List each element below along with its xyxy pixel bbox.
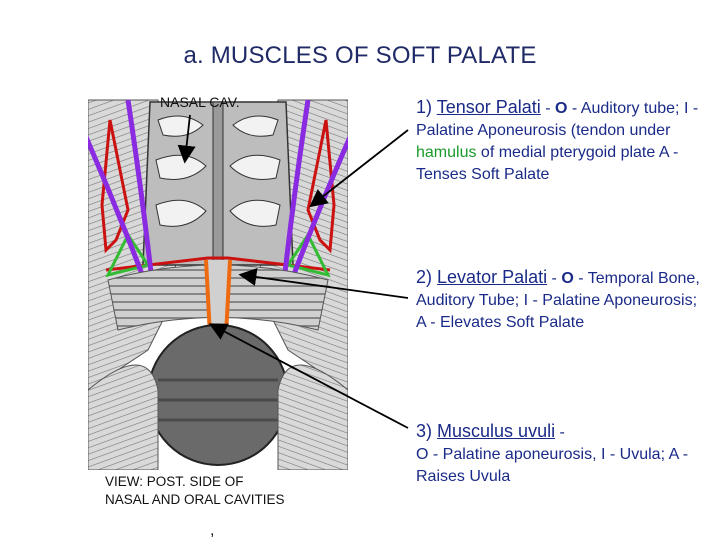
stray-mark: , — [210, 522, 215, 539]
levator-palati-name: Levator Palati — [437, 267, 548, 287]
musculus-uvuli-entry — [416, 420, 706, 488]
tensor-palati-origin-marker: O — [554, 100, 568, 117]
levator-palati-number: 2) — [416, 267, 433, 287]
levator-palati-entry — [416, 266, 706, 334]
musculus-uvuli-name: Musculus uvuli — [437, 421, 556, 441]
levator-palati-desc: - Temporal Bone, Auditory Tube; I - Palatine Aponeurosis; A - Elevates Soft Palate — [416, 270, 700, 331]
nasal-septum — [213, 102, 223, 265]
hamulus-highlight: hamulus — [416, 144, 477, 161]
tensor-palati-number: 1) — [416, 97, 433, 117]
view-caption — [105, 473, 285, 509]
levator-palati-sep: - — [547, 270, 562, 287]
tensor-palati-entry — [416, 96, 706, 186]
tensor-palati-heading — [416, 97, 541, 117]
nasal-cavity-label: NASAL CAV. — [160, 94, 240, 110]
musculus-uvuli-heading — [416, 421, 555, 441]
oral-cavity — [148, 325, 288, 465]
view-caption-line1: VIEW: POST. SIDE OF — [105, 474, 244, 489]
anatomy-illustration — [88, 90, 348, 470]
musculus-uvuli-desc: O - Palatine aponeurosis, I - Uvula; A - Raises Uvula — [416, 446, 689, 485]
levator-palati-heading — [416, 267, 547, 287]
soft-palate-drawing — [88, 90, 348, 470]
musculus-uvuli-sep: - — [555, 424, 565, 441]
tensor-palati-sep: - — [540, 100, 555, 117]
tensor-palati-name: Tensor Palati — [436, 97, 541, 117]
tensor-palati-desc-post: of medial pterygoid plate A - Tenses Soft Palate — [416, 144, 679, 183]
tensor-palati-desc-pre: - Auditory tube; I - Palatine Aponeurosis (tendon under — [416, 100, 699, 139]
levator-palati-origin-marker: O — [561, 270, 574, 287]
view-caption-line2: NASAL AND ORAL CAVITIES — [105, 492, 285, 507]
musculus-uvuli-number: 3) — [416, 421, 433, 441]
page-title: a. MUSCLES OF SOFT PALATE — [183, 42, 537, 69]
